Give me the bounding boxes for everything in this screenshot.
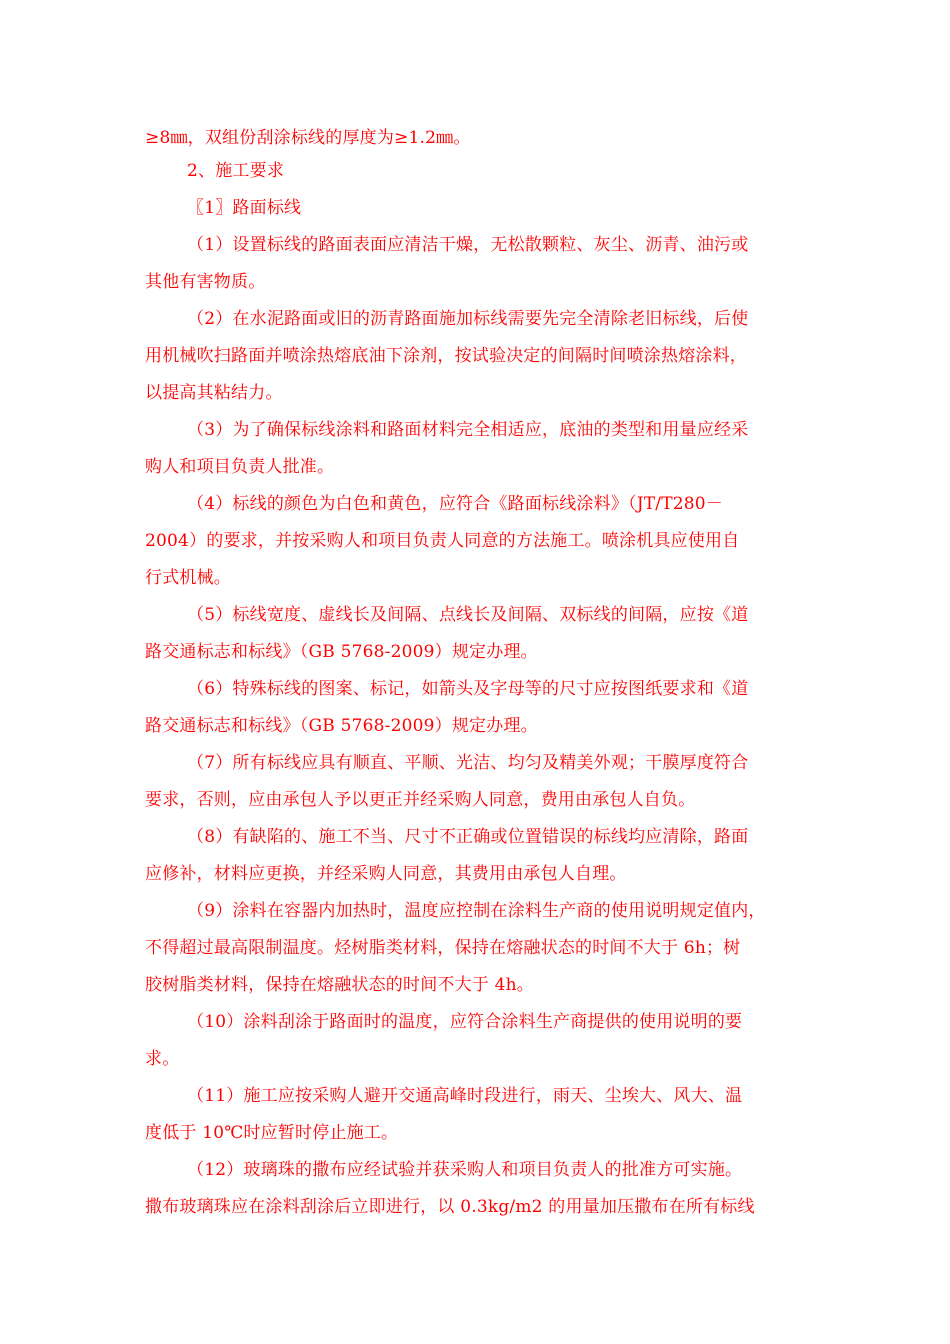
text-line: 不得超过最高限制温度。烃树脂类材料，保持在熔融状态的时间不大于 6h；树 [145, 938, 741, 958]
subsection-heading: 〖1〗路面标线 [187, 198, 302, 218]
text-line: 路交通标志和标线》（GB 5768-2009）规定办理。 [145, 642, 538, 662]
document-body [145, 124, 810, 1226]
text-line: （10）涂料刮涂于路面时的温度，应符合涂料生产商提供的使用说明的要 [187, 1012, 743, 1032]
text-line: （7）所有标线应具有顺直、平顺、光洁、均匀及精美外观；干膜厚度符合 [187, 753, 749, 773]
text-line: 应修补，材料应更换，并经采购人同意，其费用由承包人自理。 [145, 864, 627, 884]
text-line: 路交通标志和标线》（GB 5768-2009）规定办理。 [145, 716, 538, 736]
text-line: （8）有缺陷的、施工不当、尺寸不正确或位置错误的标线均应清除，路面 [187, 827, 749, 847]
text-line: （5）标线宽度、虚线长及间隔、点线长及间隔、双标线的间隔，应按《道 [187, 605, 749, 625]
text-line: （12）玻璃珠的撒布应经试验并获采购人和项目负责人的批准方可实施。 [187, 1160, 743, 1180]
text-line: 行式机械。 [145, 568, 231, 588]
text-line: 要求，否则，应由承包人予以更正并经采购人同意，费用由承包人自负。 [145, 790, 696, 810]
text-line: 胶树脂类材料，保持在熔融状态的时间不大于 4h。 [145, 975, 534, 995]
text-line: ≥8㎜，双组份刮涂标线的厚度为≥1.2㎜。 [145, 128, 471, 148]
text-line: 用机械吹扫路面并喷涂热熔底油下涂剂，按试验决定的间隔时间喷涂热熔涂料， [145, 346, 747, 366]
text-line: （4）标线的颜色为白色和黄色，应符合《路面标线涂料》（JT/T280－ [187, 494, 723, 514]
text-line: 其他有害物质。 [145, 272, 266, 292]
section-heading: 2、施工要求 [187, 161, 285, 181]
text-line: （6）特殊标线的图案、标记，如箭头及字母等的尺寸应按图纸要求和《道 [187, 679, 749, 699]
text-line: 购人和项目负责人批准。 [145, 457, 335, 477]
text-line: 2004）的要求，并按采购人和项目负责人同意的方法施工。喷涂机具应使用自 [145, 531, 740, 551]
text-line: （2）在水泥路面或旧的沥青路面施加标线需要先完全清除老旧标线，后使 [187, 309, 749, 329]
text-line: 以提高其粘结力。 [145, 383, 283, 403]
text-line: （9）涂料在容器内加热时，温度应控制在涂料生产商的使用说明规定值内， [187, 901, 766, 921]
text-line: 撒布玻璃珠应在涂料刮涂后立即进行，以 0.3kg/m2 的用量加压撒布在所有标线 [145, 1197, 755, 1217]
text-line: 度低于 10℃时应暂时停止施工。 [145, 1123, 399, 1143]
text-line: 求。 [145, 1049, 180, 1069]
text-line: （11）施工应按采购人避开交通高峰时段进行，雨天、尘埃大、风大、温 [187, 1086, 743, 1106]
text-line: （3）为了确保标线涂料和路面材料完全相适应，底油的类型和用量应经采 [187, 420, 749, 440]
text-line: （1）设置标线的路面表面应清洁干燥，无松散颗粒、灰尘、沥青、油污或 [187, 235, 749, 255]
